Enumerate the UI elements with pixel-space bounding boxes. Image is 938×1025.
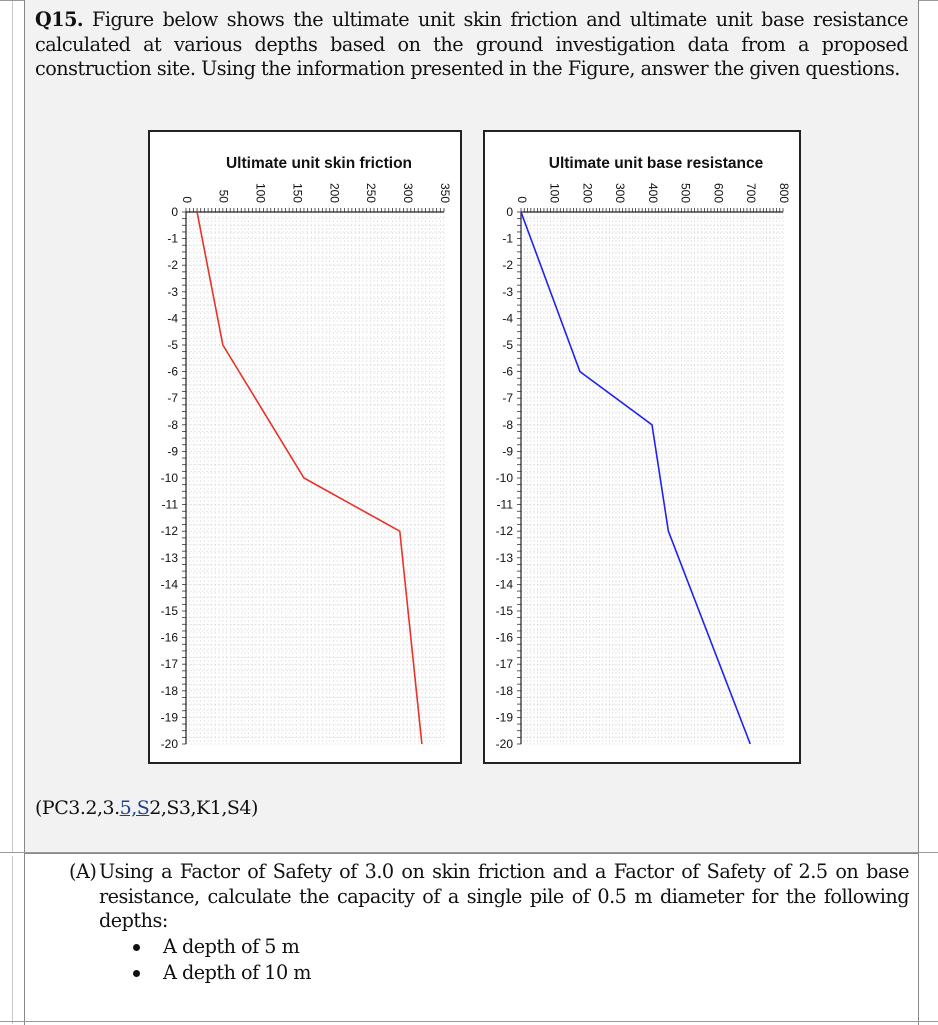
margin-strip	[0, 856, 13, 1024]
y-tick-label: -2	[167, 258, 178, 273]
chart-title: Ultimate unit skin friction	[225, 155, 413, 172]
y-tick-label: -19	[160, 710, 178, 725]
x-tick-label: 300	[613, 182, 628, 203]
y-tick-label: -19	[495, 710, 513, 725]
bullet-icon	[133, 944, 140, 951]
codes-pre: (PC3.2,3.	[35, 797, 120, 819]
depth-list	[129, 934, 311, 986]
y-tick-label: 0	[171, 205, 178, 219]
list-item-text: A depth of 10 m	[163, 961, 312, 984]
y-tick-label: -1	[502, 231, 513, 246]
y-tick-label: -16	[160, 630, 178, 645]
y-tick-label: -9	[167, 444, 178, 459]
bottom-border	[0, 1021, 938, 1022]
y-tick-label: -13	[495, 550, 513, 565]
skin-friction-chart-frame	[148, 130, 462, 764]
codes-post: 2,S3,K1,S4)	[149, 797, 258, 819]
base-resistance-chart	[485, 132, 799, 762]
y-tick-label: -15	[160, 604, 178, 618]
list-item-text: A depth of 5 m	[163, 935, 300, 958]
question-panel	[24, 0, 919, 852]
y-tick-label: -12	[495, 524, 513, 539]
y-tick-label: -9	[502, 444, 513, 459]
part-a-panel	[24, 853, 919, 1025]
y-tick-label: -16	[495, 630, 513, 645]
part-a-text	[69, 860, 909, 934]
y-tick-label: -1	[167, 231, 178, 246]
y-tick-label: -17	[160, 657, 178, 672]
y-tick-label: -4	[502, 311, 513, 326]
y-tick-label: -6	[502, 364, 513, 379]
x-tick-label: 400	[645, 182, 660, 203]
assessment-codes	[35, 797, 258, 819]
y-tick-label: -2	[502, 258, 513, 273]
chart-title: Ultimate unit base resistance	[548, 155, 764, 172]
y-tick-label: -18	[495, 683, 513, 698]
y-tick-label: -8	[502, 417, 513, 432]
bullet-icon	[133, 970, 140, 977]
list-item	[129, 934, 311, 960]
margin-strip	[0, 0, 13, 852]
y-tick-label: -3	[167, 284, 178, 299]
x-tick-label: 700	[744, 182, 759, 203]
question-text	[35, 8, 908, 82]
y-tick-label: -10	[495, 471, 513, 485]
y-tick-label: -7	[502, 391, 513, 406]
y-tick-label: -7	[167, 391, 178, 406]
x-tick-label: 800	[776, 182, 791, 203]
y-tick-label: -10	[160, 471, 178, 485]
y-tick-label: -6	[167, 364, 178, 379]
y-tick-label: -14	[160, 577, 178, 592]
y-tick-label: -20	[160, 737, 178, 751]
codes-underlined: 5,S	[119, 797, 150, 819]
y-tick-label: -4	[167, 311, 178, 326]
x-tick-label: 100	[547, 182, 562, 203]
x-tick-label: 200	[327, 182, 342, 203]
question-body: Figure below shows the ultimate unit skin friction and ultimate unit base resistance calculated at various depths based on the ground investigation data from a proposed construction site. Using the information presented in the Figure, answer the given questions.	[35, 8, 908, 80]
y-tick-label: -8	[167, 417, 178, 432]
y-tick-label: -11	[161, 497, 178, 512]
y-tick-label: -17	[495, 657, 513, 672]
question-number: Q15.	[35, 8, 84, 31]
x-tick-label: 50	[216, 189, 231, 203]
y-tick-label: -18	[160, 683, 178, 698]
part-a-label: (A)	[69, 860, 97, 883]
y-tick-label: -5	[502, 338, 513, 352]
y-tick-label: -11	[496, 497, 513, 512]
x-tick-label: 200	[580, 182, 595, 203]
list-item	[129, 960, 311, 986]
x-tick-label: 250	[364, 182, 379, 203]
x-tick-label: 500	[678, 182, 693, 203]
x-tick-label: 350	[437, 182, 452, 203]
y-tick-label: -5	[167, 338, 178, 352]
y-tick-label: -15	[495, 604, 513, 618]
y-tick-label: -3	[502, 284, 513, 299]
x-tick-label: 100	[253, 182, 268, 203]
x-tick-label: 300	[400, 182, 415, 203]
x-tick-label: 0	[514, 196, 529, 203]
x-tick-label: 600	[711, 182, 726, 203]
x-tick-label: 150	[290, 182, 305, 203]
base-resistance-chart-frame	[483, 130, 801, 764]
y-tick-label: -14	[495, 577, 513, 592]
y-tick-label: 0	[506, 205, 513, 219]
x-tick-label: 0	[179, 196, 194, 203]
part-a-body: Using a Factor of Safety of 3.0 on skin friction and a Factor of Safety of 2.5 on base resistance, calculate the capacity of a single pile of 0.5 m diameter for the following depths:	[99, 860, 909, 932]
y-tick-label: -13	[160, 550, 178, 565]
skin-friction-chart	[150, 132, 460, 762]
y-tick-label: -12	[160, 524, 178, 539]
y-tick-label: -20	[495, 737, 513, 751]
